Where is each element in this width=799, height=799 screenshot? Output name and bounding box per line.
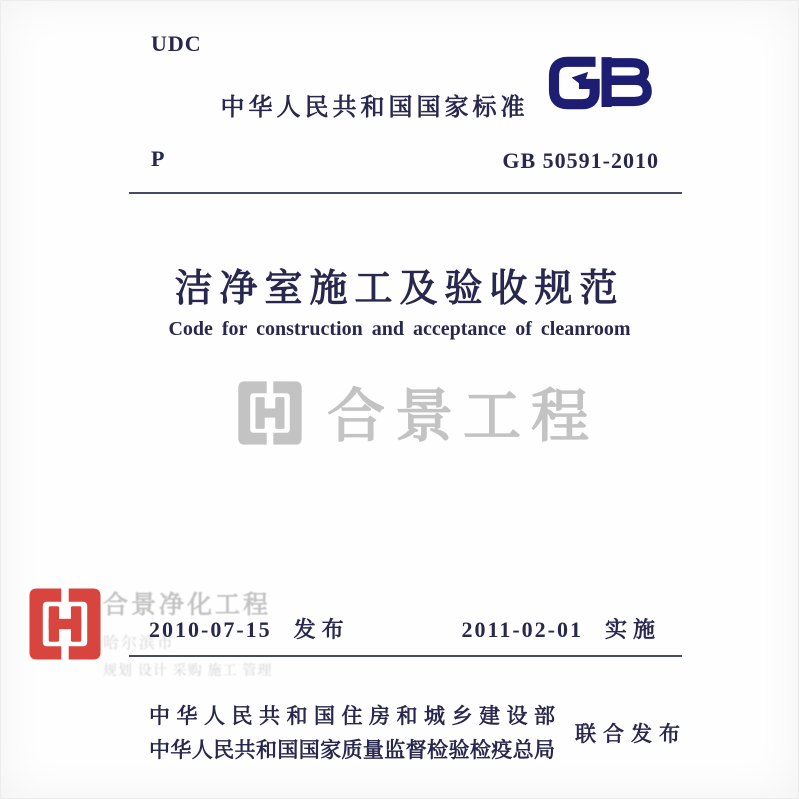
publish-date-group: [149, 613, 350, 644]
publish-label: 发布: [293, 617, 350, 642]
page-subtitle-english: Code for construction and acceptance of cleanroom: [168, 318, 631, 340]
implement-date: 2011-02-01: [461, 617, 583, 642]
gb-standard-logo-icon: [541, 47, 663, 119]
center-watermark-text: 合景工程: [327, 384, 600, 449]
joint-publish-label: 联合发布: [575, 722, 687, 746]
footer-divider: [129, 655, 682, 657]
hejing-logo-icon: [237, 380, 303, 446]
publish-date: 2010-07-15: [149, 617, 272, 642]
header-divider: [129, 192, 682, 194]
implement-date-group: [462, 613, 661, 644]
page-title: 洁净室施工及验收规范: [174, 268, 625, 310]
implement-label: 实施: [604, 617, 661, 642]
publisher-line1: 中华人民共和国住房和城乡建设部: [149, 704, 555, 728]
corner-watermark-line2: 哈尔滨市: [103, 635, 176, 652]
center-watermark: [237, 369, 599, 453]
publisher-line2: 中华人民共和国国家质量监督检验检疫总局: [149, 738, 555, 762]
corner-watermark-line3: 规划 设计 采购 施工 管理: [103, 662, 273, 678]
date-row: [149, 613, 661, 644]
udc-label: UDC: [151, 31, 202, 56]
doc-class-label: P: [151, 146, 165, 171]
corner-watermark-line1: 合景净化工程: [103, 591, 272, 619]
publisher-names: [149, 699, 555, 767]
hejing-logo-red-icon: [28, 587, 102, 661]
national-standard-label: 中华人民共和国国家标准: [220, 95, 529, 121]
standard-number: GB 50591-2010: [502, 148, 659, 173]
publisher-block: [149, 699, 687, 767]
